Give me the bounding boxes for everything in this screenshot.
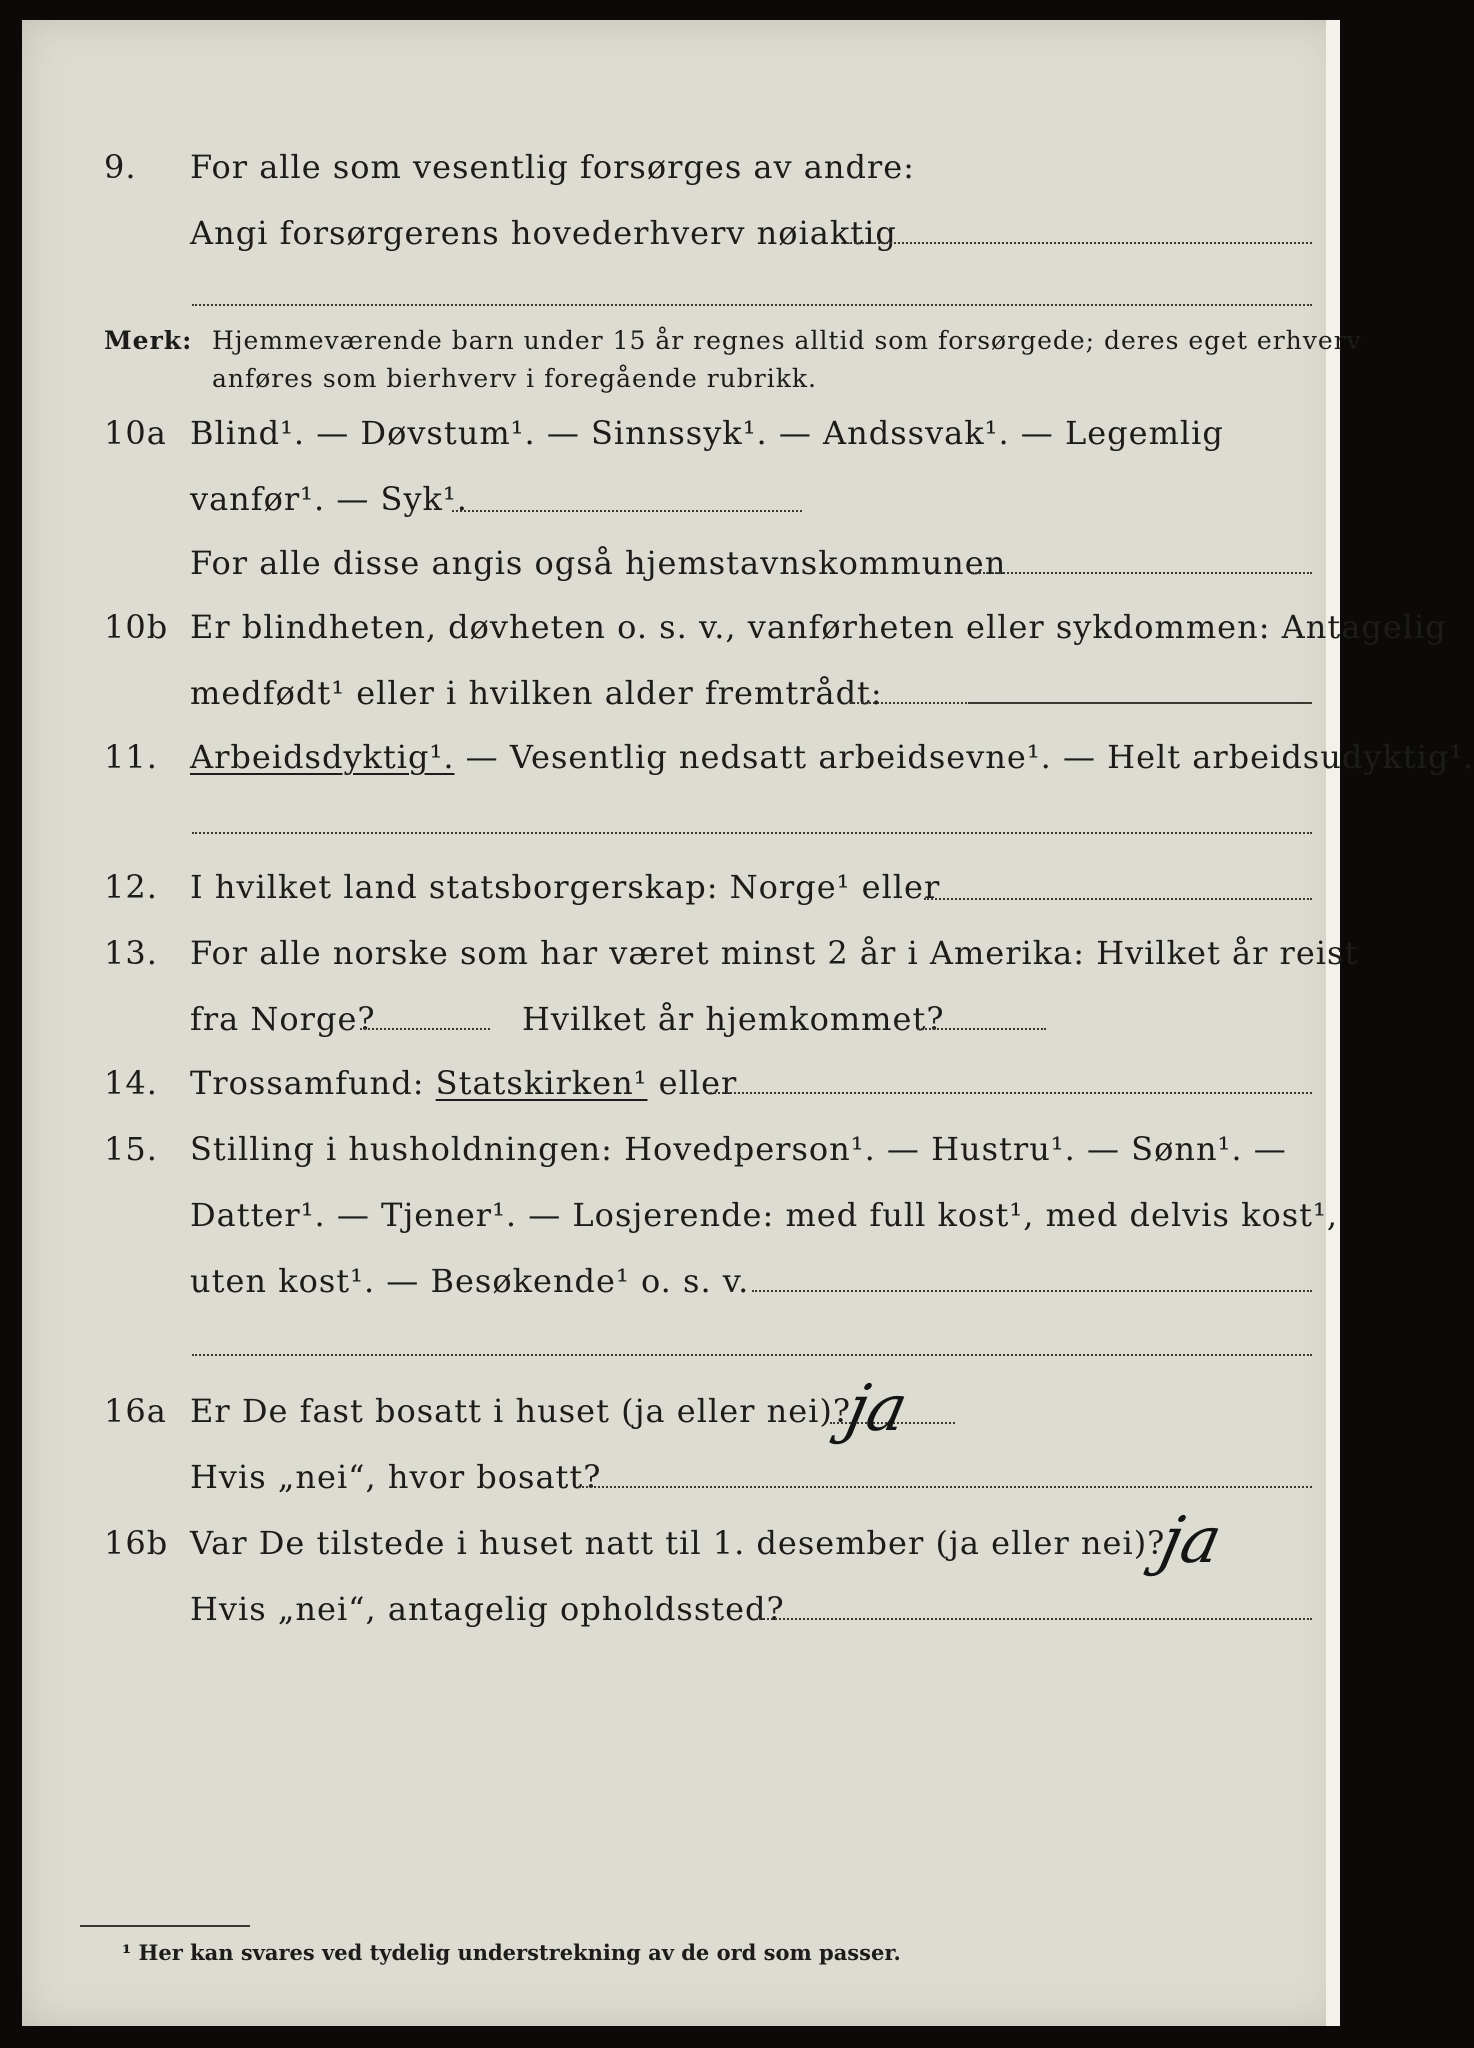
item-number-11: 11.: [104, 738, 158, 776]
q15-line3: uten kost¹. — Besøkende¹ o. s. v.: [190, 1262, 750, 1300]
item-number-16b: 16b: [104, 1524, 169, 1562]
q11-line1: [190, 738, 1474, 776]
q14-line1: [190, 1064, 737, 1102]
q16a-line1: Er De fast bosatt i huset (ja eller nei)?: [190, 1392, 852, 1430]
q14-rest: eller: [647, 1064, 738, 1102]
q16b-residence-field[interactable]: [756, 1618, 1312, 1620]
item-number-10b: 10b: [104, 608, 169, 646]
item-number-16a: 16a: [104, 1392, 167, 1430]
q16a-residence-field[interactable]: [578, 1486, 1312, 1488]
q10a-line1: Blind¹. — Døvstum¹. — Sinnssyk¹. — Andssvak¹. — Legemlig: [190, 414, 1224, 452]
footnote: ¹ Her kan svares ved tydelig understrekning av de ord som passer.: [122, 1940, 901, 1965]
page-edge: [1326, 20, 1340, 2026]
q15-line1: Stilling i husholdningen: Hovedperson¹. — Hustru¹. — Sønn¹. —: [190, 1130, 1287, 1168]
q10a-hometown-field[interactable]: [972, 572, 1312, 574]
q11-answer-field[interactable]: [192, 832, 1312, 834]
q13-line1: For alle norske som har været minst 2 år i Amerika: Hvilket år reist: [190, 934, 1359, 972]
q9-answer-field[interactable]: [842, 242, 1312, 244]
merk-line2: anføres som bierhverv i foregående rubrikk.: [212, 364, 817, 393]
item-number-10a: 10a: [104, 414, 167, 452]
q10a-line3: For alle disse angis også hjemstavnskommunen: [190, 544, 1007, 582]
q10b-answer-rule: [970, 702, 1312, 704]
q10b-answer-field[interactable]: [850, 702, 970, 704]
census-form-page: [22, 20, 1474, 2026]
merk-line1: Hjemmeværende barn under 15 år regnes alltid som forsørgede; deres eget erhverv: [212, 326, 1362, 355]
q13-left-norway-field[interactable]: [360, 1028, 490, 1030]
q10a-line2: vanfør¹. — Syk¹.: [190, 480, 468, 518]
q9-line2: Angi forsørgerens hovederhverv nøiaktig: [190, 214, 897, 252]
q13-returned-field[interactable]: [918, 1028, 1046, 1030]
q13-line2a: fra Norge?: [190, 1000, 376, 1038]
q15-answer-field-2[interactable]: [192, 1354, 1312, 1356]
q16a-line2: Hvis „nei“, hvor bosatt?: [190, 1458, 602, 1496]
q16b-line1: Var De tilstede i huset natt til 1. desember (ja eller nei)?: [190, 1524, 1166, 1562]
q10a-answer-field[interactable]: [452, 510, 802, 512]
q10b-line1: Er blindheten, døvheten o. s. v., vanførheten eller sykdommen: Antagelig: [190, 608, 1447, 646]
item-number-14: 14.: [104, 1064, 158, 1102]
item-number-13: 13.: [104, 934, 158, 972]
q11-option-arbeidsdyktig[interactable]: Arbeidsdyktig¹.: [190, 738, 455, 776]
q12-line1: I hvilket land statsborgerskap: Norge¹ eller: [190, 868, 941, 906]
merk-label: Merk:: [104, 326, 193, 355]
q9-line1: For alle som vesentlig forsørges av andre:: [190, 148, 915, 186]
footnote-rule: [80, 1925, 250, 1927]
q11-rest: — Vesentlig nedsatt arbeidsevne¹. — Helt arbeidsudyktig¹.: [454, 738, 1474, 776]
item-number-15: 15.: [104, 1130, 158, 1168]
q14-answer-field[interactable]: [710, 1092, 1312, 1094]
item-number-12: 12.: [104, 868, 158, 906]
q10b-line2: medfødt¹ eller i hvilken alder fremtrådt:: [190, 674, 883, 712]
item-number-9: 9.: [104, 148, 137, 186]
q9-answer-field-2[interactable]: [192, 304, 1312, 306]
q12-answer-field[interactable]: [924, 898, 1312, 900]
q16b-handwritten-answer: ja: [1154, 1504, 1228, 1578]
q14-option-statskirken[interactable]: Statskirken¹: [435, 1064, 648, 1102]
q16b-line2: Hvis „nei“, antagelig opholdssted?: [190, 1590, 785, 1628]
q15-answer-field[interactable]: [752, 1290, 1312, 1292]
q16a-handwritten-answer: ja: [840, 1372, 914, 1446]
q15-line2: Datter¹. — Tjener¹. — Losjerende: med full kost¹, med delvis kost¹,: [190, 1196, 1339, 1234]
q13-line2b: Hvilket år hjemkommet?: [522, 1000, 945, 1038]
q14-label: Trossamfund:: [190, 1064, 436, 1102]
